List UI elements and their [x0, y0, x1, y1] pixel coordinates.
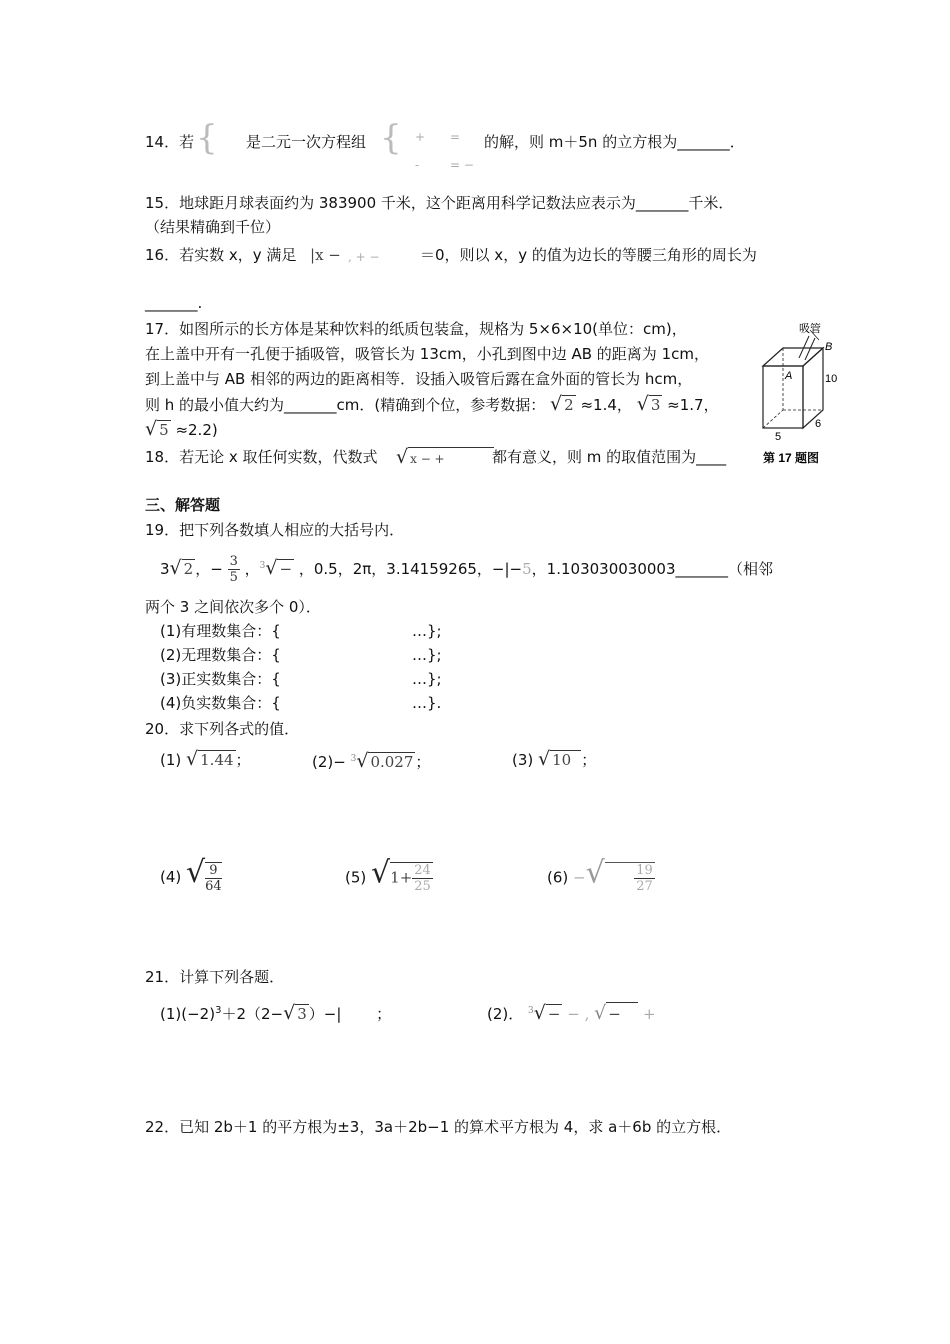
q20-p6num: 19 [636, 863, 653, 878]
q19-set-2-end: …}; [412, 646, 442, 664]
q20-p6a: − [573, 868, 586, 887]
q14-sys-eq2: = − [450, 158, 474, 172]
q21-p1-a: (1)(−2) [160, 1005, 216, 1023]
q19-n1r: 2 [183, 560, 194, 578]
q17-r5: 5 [159, 421, 169, 439]
q21-title: 21．计算下列各题． [145, 968, 285, 986]
q21-p1-c: ）−| [308, 1005, 342, 1023]
q20-p5num: 24 [414, 863, 431, 878]
q21-p1-r: 3 [297, 1005, 307, 1023]
q21-p2-label: (2)． [487, 1005, 524, 1023]
q19-set-4-end: …}. [412, 694, 442, 712]
q17-r2: 2 [564, 396, 574, 414]
q20-p1r: 1.44 [200, 751, 234, 769]
fig-label-B: B [825, 341, 833, 353]
q19-set-3 [160, 668, 281, 690]
fig-label-6: 6 [815, 418, 822, 430]
q17-line4-pre: 则 h 的最小值大约为_______cm．(精确到个位，参考数据： [145, 396, 546, 414]
q14-mid: 是二元一次方程组 [246, 133, 367, 151]
q20-p5den: 25 [414, 879, 431, 894]
q14-line [145, 131, 194, 153]
q20-p3-label: (3) [512, 751, 534, 769]
q14-brace-left: { [196, 118, 218, 158]
q19-set-1-end: …}; [412, 622, 442, 640]
q20-p5: (5) √1+ $\frac{24}{25}$ [345, 855, 431, 894]
q16-expr: , + − [348, 250, 380, 264]
q14-sys-eq: = [450, 130, 461, 144]
q17-figure [755, 318, 845, 468]
q19-set-4 [160, 692, 281, 714]
q19-n2s: ，− [195, 560, 223, 578]
q20-title: 20．求下列各式的值． [145, 720, 300, 738]
q19-set-3-end: …}; [412, 670, 442, 688]
q17-sqrt2: √ 2 [550, 393, 574, 415]
q19-title: 19．把下列各数填人相应的大括号内． [145, 521, 405, 539]
q14-post: 的解，则 m＋5n 的立方根为_______． [484, 133, 745, 151]
q21-p1: $(1)(-2)^3+2(2-√$ 3 ）−| ； [160, 1002, 392, 1024]
q17-a5: ≈2.2) [175, 421, 218, 439]
q17-a3: ≈1.7， [667, 396, 719, 414]
q19-n6: ，1.103030030003_______（相邻 [531, 560, 774, 578]
q15-line2: （结果精确到千位） [145, 218, 281, 236]
q16-abs-inner: x − [315, 246, 341, 264]
q19-set-2 [160, 644, 281, 666]
set-1-label: (1)有理数集合：{ [160, 622, 281, 640]
q19-n5: 5 [522, 560, 532, 578]
q14-sys-plus: + [415, 130, 426, 144]
q20-p4-label: (4) [160, 868, 182, 886]
set-2-label: (2)无理数集合：{ [160, 646, 281, 664]
q20-p4den: 64 [205, 879, 222, 894]
q20-p1-label: (1) [160, 751, 182, 769]
q19-n1: 3 [160, 560, 170, 578]
q21-p2-d: + [643, 1005, 656, 1023]
q20-p5a: 1+ [390, 868, 413, 887]
section-heading: 三、解答题 [145, 496, 221, 514]
q19-cont: 两个 3 之间依次多个 0）． [145, 598, 321, 616]
q17-line5 [145, 418, 218, 441]
q16-post: ＝0，则以 x，y 的值为边长的等腰三角形的周长为 [420, 246, 757, 264]
q20-p2-label: (2)− [312, 753, 346, 771]
box-hidden-edge-2 [763, 410, 783, 428]
q19-sqrt2: √ 2 [169, 557, 194, 579]
q14-sys-minus: - [415, 158, 420, 172]
q16-pre: 16．若实数 x，y 满足 [145, 246, 297, 264]
q16-line2: _______. [145, 294, 203, 312]
q20-p2r: 0.027 [370, 753, 414, 771]
q18-pre: 18．若无论 x 取任何实数，代数式 [145, 448, 378, 466]
q17-line2: 在上盖中开有一孔便于插吸管，吸管长为 13cm，小孔到图中边 AB 的距离为 1cm， [145, 345, 709, 363]
fig-label-5: 5 [775, 431, 782, 443]
q19-n3r: − [279, 560, 293, 578]
q17-r3: 3 [650, 396, 661, 414]
q20-p4num: 9 [205, 863, 222, 879]
q20-p3e: ； [581, 751, 597, 769]
q19-n2num: 3 [229, 554, 238, 569]
q19-n3: ， [244, 560, 260, 578]
q20-p6: (6) −√ $\frac{19}{27}$ [547, 855, 653, 894]
q20-p3r: 10 [550, 750, 581, 769]
q20-p6-label: (6) [547, 868, 569, 887]
q20-p5-label: (5) [345, 868, 367, 887]
q21-p1-b: ＋2（2− [221, 1005, 284, 1023]
fig-straw-label: 吸管 [799, 323, 821, 335]
q19-n2den: 5 [229, 570, 238, 585]
q16-abs: |x − [310, 246, 341, 264]
q17-line4 [145, 393, 719, 416]
q18-radical: √ x − + [396, 446, 494, 470]
fig-label-10: 10 [825, 373, 838, 385]
q20-p1e: ； [235, 751, 251, 769]
q17-a2: ≈1.4， [580, 396, 632, 414]
q20-p3: (3) √ 10 ； [512, 748, 597, 770]
q20-p6den: 27 [636, 879, 653, 894]
q21-p2-b: − , [567, 1005, 590, 1023]
q20-p2e: ； [415, 753, 431, 771]
q21-p1-sup: 3 [215, 1005, 222, 1016]
q21-p2-c: − [606, 1002, 638, 1025]
q17-line1: 17．如图所示的长方体是某种饮料的纸质包装盒，规格为 5×6×10(单位：cm)， [145, 320, 687, 338]
fig-caption: 第 17 题图 [763, 451, 820, 465]
q17-sqrt3: √ 3 [636, 393, 661, 415]
q20-p2: (2)− $^3$√ 0.027 ； [312, 750, 431, 772]
q15-line1: 15．地球距月球表面约为 383900 千米，这个距离用科学记数法应表示为_______千米． [145, 194, 734, 212]
set-3-label: (3)正实数集合：{ [160, 670, 281, 688]
q20-p1: (1) √ 1.44 ； [160, 748, 251, 770]
q18-rad-inner: x − + [408, 447, 494, 470]
q20-p4: (4) √ $\frac{9}{64}$ [160, 855, 222, 894]
fig-label-A: A [785, 370, 793, 382]
q19-numbers [160, 552, 773, 585]
set-4-label: (4)负实数集合：{ [160, 694, 281, 712]
q21-p2: (2)． $^3$√ − − , √ − + [487, 1002, 656, 1024]
q21-p1-e: ； [376, 1005, 392, 1023]
q19-frac [228, 554, 240, 585]
q19-n4: ，0.5，2π，3.14159265，−|− [298, 560, 523, 578]
q14-pre: 14．若 [145, 133, 195, 151]
q19-set-1 [160, 620, 281, 642]
q18-post: 都有意义，则 m 的取值范围为____ [492, 448, 727, 466]
q22-line: 22．已知 2b＋1 的平方根为±3，3a＋2b−1 的算术平方根为 4，求 a＋6b 的立方根． [145, 1118, 732, 1136]
box-side [803, 348, 823, 428]
box-top [763, 348, 823, 366]
q21-p2-r: − [547, 1005, 561, 1023]
q17-line3: 到上盖中与 AB 相邻的两边的距离相等．设插入吸管后露在盒外面的管长为 hcm， [145, 370, 693, 388]
q14-brace-system: { [380, 118, 402, 158]
q17-sqrt5: √ 5 [145, 418, 169, 440]
q19-cbrt: $^3$√ − [259, 557, 293, 579]
